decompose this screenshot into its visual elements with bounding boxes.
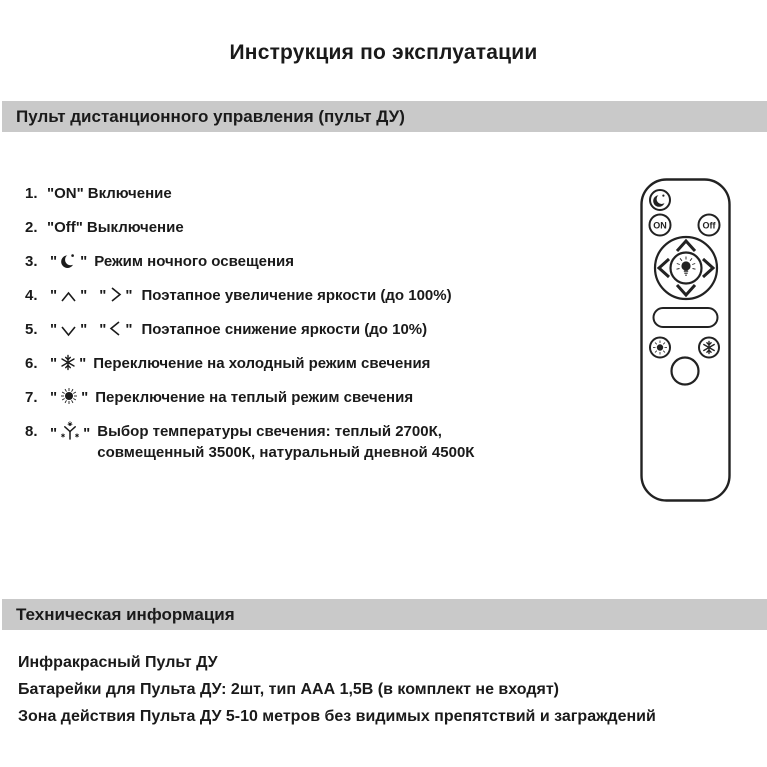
item-body [47,183,172,204]
quote-mark: " [50,355,58,372]
item-number: 4. [25,287,38,304]
quote-mark: " [81,389,89,406]
info-line: Батарейки для Пульта ДУ: 2шт, тип ААА 1,5В (в комплект не входят) [18,681,559,698]
item-text: Переключение на холодный режим свечения [93,355,431,372]
item-number: 8. [25,423,38,440]
sun-icon [653,341,667,355]
page-title: Инструкция по эксплуатации [229,41,538,64]
item-number: 7. [25,389,38,406]
quote-mark: " [80,321,88,338]
item-text: Поэтапное увеличение яркости (до 100%) [141,287,452,304]
technical-info [18,652,757,733]
warm-mode-button [650,338,670,358]
item-text: Включение [87,185,172,202]
list-item [25,285,615,306]
item-prefix: "Off" [47,219,83,236]
quote-mark: " [83,425,91,442]
item-text: Выключение [86,219,184,236]
item-body [47,285,452,306]
list-item [25,183,615,204]
item-text: Выбор температуры свечения: теплый 2700К, совмещенный 3500К, натуральный дневной 4500К [97,423,475,461]
chevron-up-icon [60,287,77,304]
item-body [47,387,413,408]
quote-mark: " [99,287,107,304]
chevron-left-icon [109,321,122,338]
quote-mark: " [50,287,58,304]
list-item [25,319,615,340]
quote-mark: " [99,321,107,338]
item-body [47,353,430,374]
list-item [25,387,615,408]
section-header-remote [2,101,767,132]
item-number: 3. [25,253,38,270]
quote-mark: " [80,287,88,304]
list-item [25,421,615,463]
quote-mark: " [125,321,133,338]
item-number: 2. [25,219,38,236]
list-item [25,217,615,238]
off-button-label: Off [702,220,716,231]
item-body [47,319,427,340]
quote-mark: " [50,253,58,270]
item-number: 6. [25,355,38,372]
info-line: Инфракрасный Пульт ДУ [18,654,218,671]
section-header-technical [2,599,767,630]
chevron-right-icon [109,287,122,304]
item-number: 5. [25,321,38,338]
snowflake-icon [60,355,76,372]
item-text: Поэтапное снижение яркости (до 10%) [141,321,428,338]
section-header-remote-label: Пульт дистанционного управления (пульт ДУ) [16,106,405,126]
info-line: Зона действия Пульта ДУ 5-10 метров без видимых препятствий и заграждений [18,708,656,725]
item-body [47,251,294,272]
item-body [47,217,184,238]
item-text: Режим ночного освещения [94,253,295,270]
on-button-label: ON [653,220,667,231]
item-text: Переключение на теплый режим свечения [95,389,414,406]
color-temperature-icon [60,425,80,442]
quote-mark: " [50,389,58,406]
item-number: 1. [25,185,38,202]
quote-mark: " [80,253,88,270]
item-body [47,421,474,463]
quote-mark: " [125,287,133,304]
chevron-down-icon [60,321,77,338]
quote-mark: " [50,321,58,338]
instruction-list [25,183,615,476]
item-prefix: "ON" [47,185,84,202]
section-header-technical-label: Техническая информация [16,604,235,624]
list-item [25,251,615,272]
moon-icon [60,253,77,270]
list-item [25,353,615,374]
remote-control-diagram [640,178,731,507]
long-bar-button [654,308,718,327]
quote-mark: " [79,355,87,372]
sun-icon [60,389,78,406]
quote-mark: " [50,425,58,442]
